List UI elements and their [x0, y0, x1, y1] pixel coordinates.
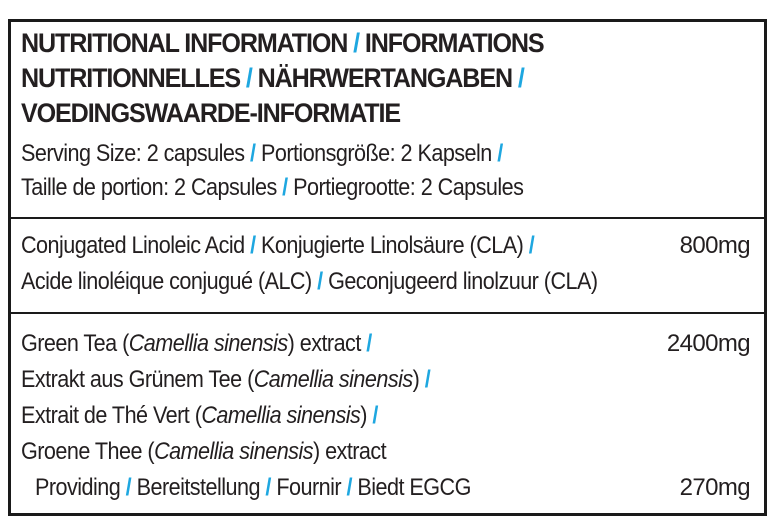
green-tea-fr-text: Extrait de Thé Vert ( [21, 402, 202, 429]
green-tea-amount: 2400mg [666, 330, 750, 357]
providing-fr: Fournir [276, 474, 341, 501]
providing-en: Providing [35, 474, 121, 501]
cla-name-de: Konjugierte Linolsäure (CLA) [261, 232, 524, 259]
latin-name: Camellia sinensis [201, 402, 361, 429]
separator: / [353, 28, 360, 58]
green-tea-de-text: ) [412, 366, 420, 393]
nutrition-panel [8, 19, 767, 516]
providing-de: Bereitstellung [136, 474, 260, 501]
green-tea-line-nl [21, 438, 386, 466]
serving-nl: Portiegrootte: 2 Capsules [293, 174, 524, 201]
providing-nl: Biedt EGCG [357, 474, 471, 501]
separator: / [245, 63, 252, 93]
green-tea-nl-text: ) extract [312, 438, 387, 465]
divider [11, 217, 764, 219]
separator: / [366, 330, 372, 357]
separator: / [424, 366, 431, 393]
separator: / [346, 474, 352, 501]
separator: / [517, 63, 524, 93]
green-tea-line-de [21, 366, 430, 394]
separator: / [528, 232, 535, 259]
egcg-amount: 270mg [679, 474, 750, 501]
serving-en: Serving Size: 2 capsules [21, 140, 245, 167]
serving-line-1 [21, 140, 503, 168]
green-tea-en-text: ) extract [287, 330, 361, 357]
cla-line-2 [21, 268, 598, 296]
divider [11, 312, 764, 314]
separator: / [497, 140, 503, 167]
separator: / [250, 140, 256, 167]
cla-name-nl: Geconjugeerd linolzuur (CLA) [328, 268, 598, 295]
serving-fr: Taille de portion: 2 Capsules [21, 174, 277, 201]
green-tea-line-fr [21, 402, 378, 430]
serving-line-2 [21, 174, 523, 202]
green-tea-nl-text: Groene Thee ( [21, 438, 155, 465]
latin-name: Camellia sinensis [128, 330, 288, 357]
cla-amount: 800mg [679, 232, 750, 259]
latin-name: Camellia sinensis [253, 366, 413, 393]
title-de: NÄHRWERTANGABEN [257, 63, 512, 93]
egcg-line [35, 474, 471, 502]
title-fr-2: NUTRITIONNELLES [21, 63, 241, 93]
title-line-1 [21, 28, 544, 59]
separator: / [250, 232, 256, 259]
separator: / [265, 474, 271, 501]
title-fr-1: INFORMATIONS [364, 28, 544, 58]
separator: / [282, 174, 288, 201]
cla-name-fr: Acide linoléique conjugué (ALC) [21, 268, 312, 295]
separator: / [317, 268, 323, 295]
green-tea-fr-text: ) [360, 402, 367, 429]
green-tea-line-en [21, 330, 372, 358]
cla-line-1 [21, 232, 534, 260]
separator: / [125, 474, 132, 501]
green-tea-de-text: Extrakt aus Grünem Tee ( [21, 366, 254, 393]
latin-name: Camellia sinensis [154, 438, 313, 465]
title-line-3 [21, 98, 400, 129]
cla-name-en: Conjugated Linoleic Acid [21, 232, 245, 259]
title-nl: VOEDINGSWAARDE-INFORMATIE [21, 98, 400, 128]
title-line-2 [21, 63, 524, 94]
title-en: NUTRITIONAL INFORMATION [21, 28, 348, 58]
separator: / [372, 402, 378, 429]
green-tea-en-text: Green Tea ( [21, 330, 129, 357]
serving-de: Portionsgröße: 2 Kapseln [260, 140, 492, 167]
